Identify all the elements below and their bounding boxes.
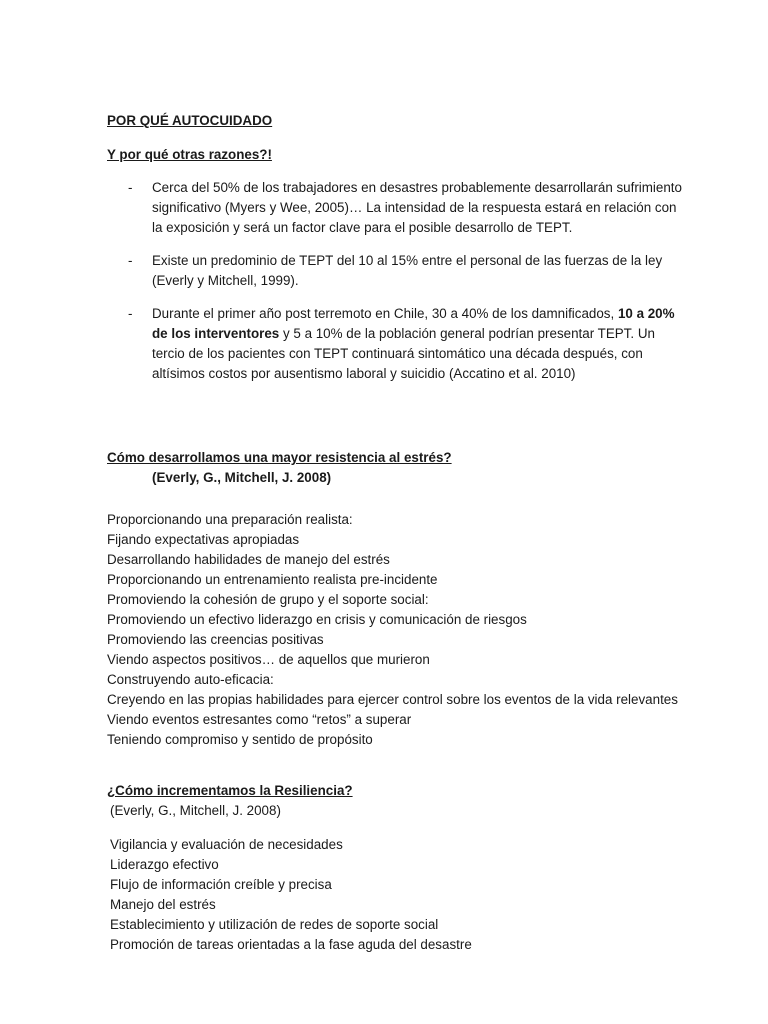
bullet-item — [128, 304, 688, 384]
list-item: Creyendo en las propias habilidades para ejercer control sobre los eventos de la vida relevantes — [107, 692, 678, 707]
list-item: Construyendo auto-eficacia: — [107, 672, 274, 687]
bullet-item — [128, 251, 688, 291]
list-item: Promoviendo un efectivo liderazgo en crisis y comunicación de riesgos — [107, 612, 527, 627]
bullet-text-post: y 5 a 10% de la población general podrían presentar TEPT. Un tercio de los pacientes con TEPT continuará sintomático una década después, con altísimos costos por ausentismo laboral y suicidio (Accatino et al. 2010) — [152, 326, 655, 381]
bullet-text-pre: Durante el primer año post terremoto en Chile, 30 a 40% de los damnificados, — [152, 306, 618, 321]
list-item: Viendo eventos estresantes como “retos” a superar — [107, 712, 412, 727]
list-item: Vigilancia y evaluación de necesidades — [110, 837, 343, 852]
list-item: Promoviendo la cohesión de grupo y el soporte social: — [107, 592, 429, 607]
resiliencia-list — [110, 835, 472, 955]
list-item: Viendo aspectos positivos… de aquellos que murieron — [107, 652, 430, 667]
list-item: Flujo de información creíble y precisa — [110, 877, 332, 892]
bullet-text: Existe un predominio de TEPT del 10 al 15% entre el personal de las fuerzas de la ley (Everly y Mitchell, 1999). — [152, 253, 663, 288]
dash-marker: - — [128, 306, 133, 321]
bullet-item — [128, 178, 688, 238]
list-item: Establecimiento y utilización de redes de soporte social — [110, 917, 439, 932]
section-heading-resiliencia: ¿Cómo incrementamos la Resiliencia? — [107, 783, 353, 798]
dash-marker: - — [128, 180, 133, 195]
dash-marker: - — [128, 253, 133, 268]
list-item: Teniendo compromiso y sentido de propósito — [107, 732, 373, 747]
bullet-list — [128, 178, 688, 397]
list-item: Proporcionando un entrenamiento realista pre-incidente — [107, 572, 438, 587]
list-item: Promoción de tareas orientadas a la fase aguda del desastre — [110, 937, 472, 952]
section-heading-resistencia: Cómo desarrollamos una mayor resistencia al estrés? — [107, 450, 452, 465]
list-item: Liderazgo efectivo — [110, 857, 219, 872]
bullet-text: Cerca del 50% de los trabajadores en desastres probablemente desarrollarán sufrimiento significativo (Myers y Wee, 2005)… La intensidad de la respuesta estará en relación con la exposición y será un factor clave para el posible desarrollo de TEPT. — [152, 180, 682, 235]
list-item: Manejo del estrés — [110, 897, 216, 912]
list-item: Proporcionando una preparación realista: — [107, 512, 353, 527]
list-item: Desarrollando habilidades de manejo del estrés — [107, 552, 390, 567]
section-citation: (Everly, G., Mitchell, J. 2008) — [152, 470, 332, 485]
list-item: Promoviendo las creencias positivas — [107, 632, 324, 647]
bullet-text-bold: 10 a 20% de los interventores — [152, 306, 675, 341]
list-item: Fijando expectativas apropiadas — [107, 532, 300, 547]
page-title: POR QUÉ AUTOCUIDADO — [107, 113, 273, 128]
resistencia-list — [107, 510, 678, 750]
section-citation: (Everly, G., Mitchell, J. 2008) — [110, 803, 281, 818]
subtitle: Y por qué otras razones?! — [107, 147, 272, 162]
